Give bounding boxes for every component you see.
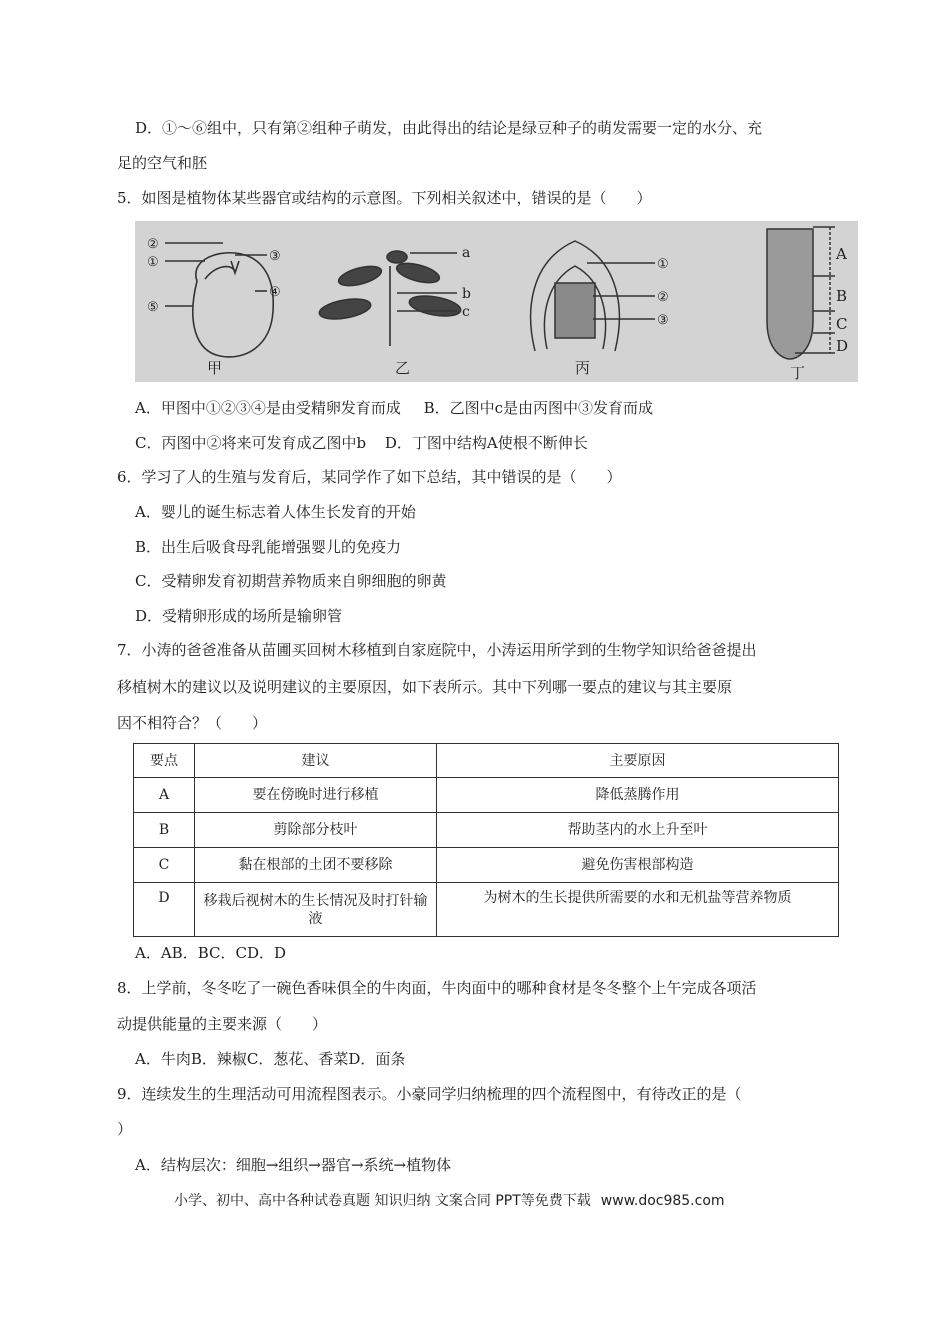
seed-label-1: ① bbox=[147, 255, 159, 270]
q9-option-a: A．结构层次：细胞→组织→器官→系统→植物体 bbox=[135, 1156, 452, 1174]
q4-option-d-line1: D．①～⑥组中，只有第②组种子萌发，由此得出的结论是绿豆种子的萌发需要一定的水分、充 bbox=[135, 119, 763, 137]
q7-option-a: A．A bbox=[135, 944, 172, 962]
seed-label-2: ② bbox=[147, 237, 159, 252]
q7-option-c: C．C bbox=[209, 944, 247, 962]
root-label-D: D bbox=[836, 337, 849, 355]
q5-option-b: B．乙图中c是由丙图中③发育而成 bbox=[423, 399, 654, 417]
q7-table bbox=[133, 743, 839, 937]
table-row bbox=[134, 778, 839, 813]
q8-option-c: C．葱花、香菜 bbox=[246, 1050, 349, 1068]
q9-stem-line1: 9．连续发生的生理活动可用流程图表示。小豪同学归纳梳理的四个流程图中，有待改正的是（ bbox=[117, 1085, 742, 1103]
q8-option-b: B．辣椒 bbox=[190, 1050, 247, 1068]
table-header-cell: 主要原因 bbox=[437, 744, 839, 778]
seed-label-4: ④ bbox=[269, 285, 281, 300]
q5-figure bbox=[135, 221, 858, 382]
shoot-label-a: a bbox=[462, 245, 471, 261]
table-cell: 帮助茎内的水上升至叶 bbox=[437, 813, 839, 848]
table-cell: 剪除部分枝叶 bbox=[195, 813, 437, 848]
bud-label-3: ③ bbox=[657, 313, 669, 328]
table-cell: B bbox=[134, 813, 195, 848]
shoot-label-b: b bbox=[462, 286, 471, 302]
page-footer bbox=[174, 1190, 725, 1210]
q7-stem-line2: 移植树木的建议以及说明建议的主要原因，如下表所示。其中下列哪一要点的建议与其主要原 bbox=[117, 678, 733, 696]
table-row bbox=[134, 883, 839, 937]
q4-option-d-line2: 足的空气和胚 bbox=[117, 154, 208, 172]
table-cell: 降低蒸腾作用 bbox=[437, 778, 839, 813]
q7-stem-line3: 因不相符合？（ ） bbox=[117, 714, 268, 732]
q5-option-c: C．丙图中②将来可发育成乙图中b bbox=[135, 434, 367, 452]
q7-options bbox=[135, 943, 286, 963]
q9-stem-line2: ） bbox=[117, 1120, 133, 1138]
q8-option-d: D．面条 bbox=[348, 1050, 406, 1068]
q6-stem: 6．学习了人的生殖与发育后，某同学作了如下总结，其中错误的是（ ） bbox=[117, 468, 622, 486]
table-row bbox=[134, 813, 839, 848]
table-cell: 为树木的生长提供所需要的水和无机盐等营养物质 bbox=[437, 883, 839, 937]
plant-structures-diagram bbox=[135, 221, 858, 382]
fig-label-yi: 乙 bbox=[395, 359, 411, 377]
table-cell: A bbox=[134, 778, 195, 813]
table-header-cell: 建议 bbox=[195, 744, 437, 778]
q5-options-row2 bbox=[135, 433, 588, 453]
fig-label-bing: 丙 bbox=[575, 359, 591, 377]
table-cell: 避免伤害根部构造 bbox=[437, 848, 839, 883]
q8-stem-line1: 8．上学前，冬冬吃了一碗色香味俱全的牛肉面，牛肉面中的哪种食材是冬冬整个上午完成各项活 bbox=[117, 979, 757, 997]
table-header-cell: 要点 bbox=[134, 744, 195, 778]
table-cell: 要在傍晚时进行移植 bbox=[195, 778, 437, 813]
q6-option-b: B．出生后吸食母乳能增强婴儿的免疫力 bbox=[135, 538, 402, 556]
bud-label-2: ② bbox=[657, 290, 669, 305]
q8-options bbox=[135, 1049, 405, 1069]
table-row bbox=[134, 848, 839, 883]
root-label-B: B bbox=[836, 287, 848, 305]
footer-url[interactable]: www.doc985.com bbox=[600, 1193, 725, 1209]
q6-option-d: D．受精卵形成的场所是输卵管 bbox=[135, 607, 343, 625]
q5-option-d: D．丁图中结构A使根不断伸长 bbox=[384, 434, 588, 452]
table-cell: C bbox=[134, 848, 195, 883]
seed-label-5: ⑤ bbox=[147, 300, 159, 315]
q6-option-c: C．受精卵发育初期营养物质来自卵细胞的卵黄 bbox=[135, 572, 447, 590]
q5-stem: 5．如图是植物体某些器官或结构的示意图。下列相关叙述中，错误的是（ ） bbox=[117, 189, 652, 207]
root-label-A: A bbox=[836, 245, 847, 263]
q5-option-a: A．甲图中①②③④是由受精卵发育而成 bbox=[135, 399, 401, 417]
root-label-C: C bbox=[836, 315, 848, 333]
q8-option-a: A．牛肉 bbox=[135, 1050, 191, 1068]
seed-label-3: ③ bbox=[269, 249, 281, 264]
bud-label-1: ① bbox=[657, 257, 669, 272]
q7-option-d: D．D bbox=[246, 944, 287, 962]
q7-stem-line1: 7．小涛的爸爸准备从苗圃买回树木移植到自家庭院中，小涛运用所学到的生物学知识给爸爸提出 bbox=[117, 641, 757, 659]
q8-stem-line2: 动提供能量的主要来源（ ） bbox=[117, 1015, 328, 1033]
fig-label-ding: 丁 bbox=[790, 364, 806, 382]
fig-label-jia: 甲 bbox=[207, 359, 223, 377]
footer-text: 小学、初中、高中各种试卷真题 知识归纳 文案合同 PPT等免费下载 bbox=[174, 1193, 591, 1209]
table-cell: 黏在根部的土团不要移除 bbox=[195, 848, 437, 883]
table-cell: D bbox=[134, 883, 195, 937]
shoot-label-c: c bbox=[462, 304, 470, 320]
q5-options-row1 bbox=[135, 398, 653, 418]
table-cell: 移栽后视树木的生长情况及时打针输液 bbox=[195, 883, 437, 937]
table-header-row bbox=[134, 744, 839, 778]
q6-option-a: A．婴儿的诞生标志着人体生长发育的开始 bbox=[135, 503, 416, 521]
q7-option-b: B．B bbox=[171, 944, 209, 962]
